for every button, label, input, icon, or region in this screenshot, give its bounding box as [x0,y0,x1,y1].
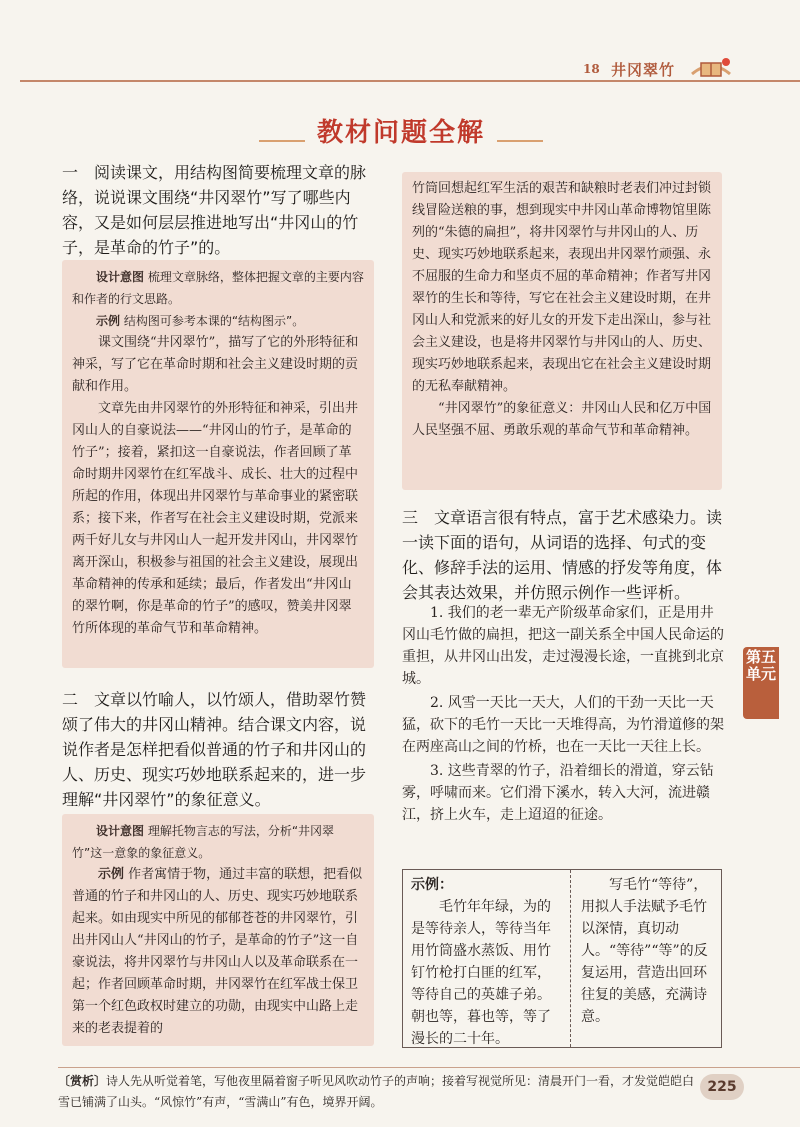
question-3-text: 三 文章语言很有特点，富于艺术感染力。读一读下面的语句，从词语的选择、句式的变化、修辞手法的运用、情感的抒发等角度，体会其表达效果，并仿照示例作一些评析。 [402,508,723,602]
intent-label-1: 设计意图 [96,270,145,284]
answer-box-3 [402,172,722,490]
example-comment-cell [571,870,723,1047]
unit-side-tab [743,647,779,719]
intent-text-1: 梳理文章脉络，整体把握文章的主要内容和作者的行文思路。 [72,270,364,306]
example-table-label: 示例： [411,877,453,893]
sentence-item-3: 3. 这些青翠的竹子，沿着细长的滑道，穿云钻雾，呼啸而来。它们滑下溪水，转入大河，流进赣江，挤上火车，走上迢迢的征途。 [402,763,714,823]
intent-text-2: 理解托物言志的写法，分析“井冈翠竹”这一意象的象征意义。 [72,824,335,860]
example-text-2: 作者寓情于物，通过丰富的联想，把看似普通的竹子和井冈山的人、历史、现实巧妙地联系起来。如由现实中所见的郁郁苍苍的井冈翠竹，引出井冈山人“井冈山的竹子，是革命的竹子”这一自豪说法，将井冈翠竹与井冈山人以及革命联系在一起；作者回顾革命时期，井冈翠竹在红军战士保卫第一个红色政权时建立的功勋，由现实中山路上走来的老表提着的 [72,867,363,1036]
example-sentence: 毛竹年年绿，为的是等待亲人，等待当年用竹筒盛水蒸饭、用竹钉竹枪打白匪的红军，等待自己的英雄子弟。朝也等，暮也等，等了漫长的二十年。 [411,899,551,1047]
question-1-text: 一 阅读课文，用结构图简要梳理文章的脉络，说说课文围绕“井冈翠竹”写了哪些内容，又是如何层层推进地写出“井冈山的竹子，是革命的竹子”的。 [62,163,367,257]
question-1 [62,160,372,260]
title-left-bar [259,140,305,142]
unit-tab-label: 第五单元 [745,648,776,683]
lesson-title: 井冈翠竹 [611,61,676,79]
lesson-number: 18 [583,62,600,76]
page-number: 225 [700,1074,744,1100]
sentence-item-1: 1. 我们的老一辈无产阶级革命家们，正是用井冈山毛竹做的扁担，把这一副关系全中国人民命运的重担，从井冈山出发，走过漫漫长途，一直挑到北京城。 [402,605,724,687]
example-text-1: 结构图可参考本课的“结构图示”。 [123,314,305,328]
example-table [402,869,722,1048]
header-rule [20,80,800,82]
answer-box-1 [62,260,374,668]
section-title-block [263,112,539,152]
question-3 [402,505,724,605]
answer-box-2 [62,814,374,1046]
answer-1-para-2: 文章先由井冈翠竹的外形特征和神采，引出井冈山人的自豪说法——“井冈山的竹子，是革命的竹子”；接着，紧扣这一自豪说法，作者回顾了革命时期井冈翠竹在红军战斗、成长、壮大的过程中所起的作用，体现出井冈翠竹与革命事业的紧密联系；接下来，作者写在社会主义建设时期，党派来两千好儿女与井冈山人一起开发井冈山，井冈翠竹离开深山，积极参与祖国的社会主义建设，展现出革命精神的传承和延续；最后，作者发出“井冈山的翠竹啊，你是革命的竹子”的感叹，赞美井冈翠竹所体现的革命气节和革命精神。 [72,401,359,636]
sentence-list [402,602,724,826]
title-right-bar [497,140,543,142]
answer-1-para-1: 课文围绕“井冈翠竹”，描写了它的外形特征和神采，写了它在革命时期和社会主义建设时期的贡献和作用。 [72,335,359,394]
page-header [0,52,800,86]
section-title: 教材问题全解 [316,118,485,148]
example-comment: 写毛竹“等待”，用拟人手法赋予毛竹以深情，真切动人。“等待”“等”的反复运用，营造出回环往复的美感，充满诗意。 [581,877,708,1025]
sentence-item-2: 2. 风雪一天比一天大，人们的干劲一天比一天猛，砍下的毛竹一天比一天堆得高，为竹滑道修的架在两座高山之间的竹桥，也在一天比一天往上长。 [402,695,724,755]
footer-rule [58,1067,800,1068]
example-sentence-cell [403,870,571,1047]
appreciation-note [58,1071,698,1113]
answer-3-para-2: “井冈翠竹”的象征意义：井冈山人民和亿万中国人民坚强不屈、勇敢乐观的革命气节和革命精神。 [412,401,712,438]
question-2-text: 二 文章以竹喻人，以竹颂人，借助翠竹赞颂了伟大的井冈山精神。结合课文内容，说说作者是怎样把看似普通的竹子和井冈山的人、历史、现实巧妙地联系起来的，进一步理解“井冈翠竹”的象征意义。 [62,690,367,809]
book-logo-icon [688,54,734,80]
appreciation-label: 〔赏析〕 [58,1074,107,1088]
appreciation-text: 诗人先从听觉着笔，写他夜里隔着窗子听见风吹动竹子的声响；接着写视觉所见：清晨开门一看，才发觉皑皑白雪已铺满了山头。“风惊竹”有声，“雪满山”有色，境界开阔。 [58,1074,695,1109]
example-label-2: 示例 [98,867,125,882]
question-2 [62,687,372,812]
intent-label-2: 设计意图 [96,824,145,838]
answer-3-para-1: 竹筒回想起红军生活的艰苦和缺粮时老表们冲过封锁线冒险送粮的事，想到现实中井冈山革命博物馆里陈列的“朱德的扁担”，将井冈翠竹与井冈山的人、历史、现实巧妙地联系起来，表现出井冈翠竹顽强、永不屈服的生命力和坚贞不屈的革命精神；作者写井冈翠竹的生长和等待，写它在社会主义建设时期，在井冈山人和党派来的好儿女的开发下走出深山，参与社会主义建设，也是将井冈翠竹与井冈山的人、历史、现实巧妙地联系起来，表现出它在社会主义建设时期的无私奉献精神。 [412,181,712,394]
example-label-1: 示例 [96,314,121,328]
